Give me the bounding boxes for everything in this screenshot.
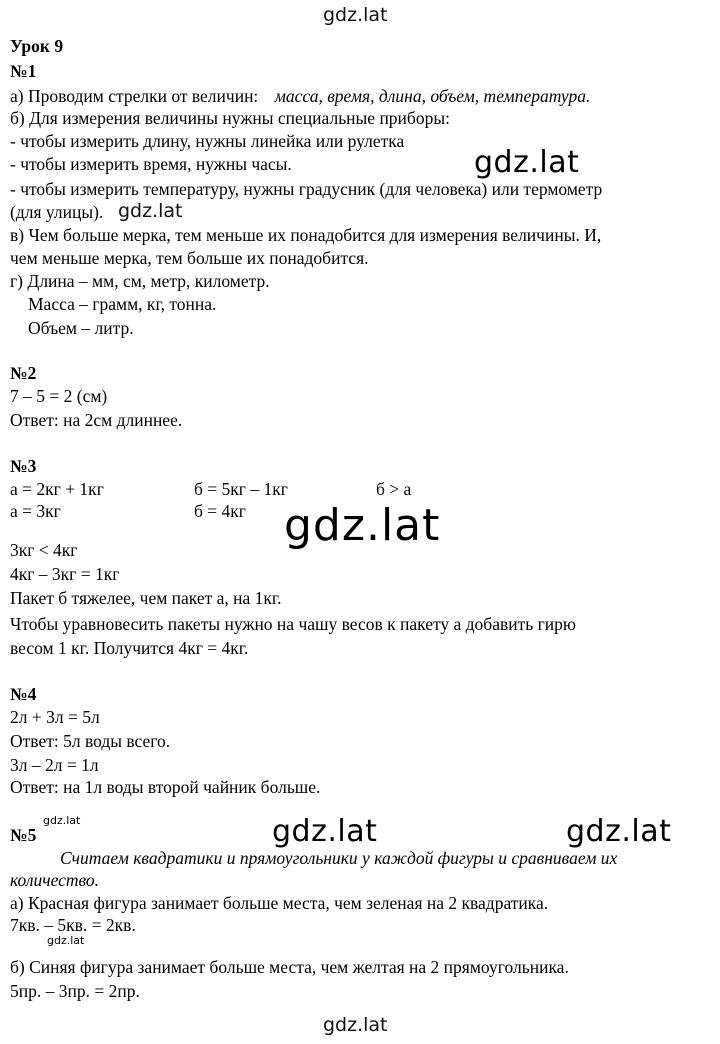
task5-number: №5 bbox=[10, 825, 37, 845]
watermark-inline-1: gdz.lat bbox=[118, 200, 183, 222]
task1-b-temp-2: (для улицы). bbox=[10, 202, 104, 222]
task1-a-items: масса, время, длина, объем, температура. bbox=[274, 86, 591, 106]
task3-line-5: Пакет б тяжелее, чем пакет а, на 1кг. bbox=[10, 588, 282, 608]
task1-g-2: Масса – грамм, кг, тонна. bbox=[28, 294, 217, 314]
task5-a-1: а) Красная фигура занимает больше места, чем зеленая на 2 квадратика. bbox=[10, 893, 549, 913]
task3-a1: а = 2кг + 1кг bbox=[10, 479, 104, 499]
lesson-title: Урок 9 bbox=[10, 36, 64, 56]
task4-line-4: Ответ: на 1л воды второй чайник больше. bbox=[10, 777, 321, 797]
task3-line-4: 4кг – 3кг = 1кг bbox=[10, 564, 120, 584]
task4-number: №4 bbox=[10, 684, 37, 704]
task3-c1: б > а bbox=[376, 479, 412, 499]
task4-line-3: 3л – 2л = 1л bbox=[10, 755, 99, 775]
task5-intro-2: количество. bbox=[10, 870, 99, 890]
task3-line-3: 3кг < 4кг bbox=[10, 540, 78, 560]
task1-v-2: чем меньше мерка, тем больше их понадобится. bbox=[10, 248, 369, 268]
task1-a-line bbox=[10, 85, 590, 107]
watermark-mid-1: gdz.lat bbox=[474, 145, 580, 180]
task4-line-1: 2л + 3л = 5л bbox=[10, 707, 100, 727]
task5-a-2: 7кв. – 5кв. = 2кв. bbox=[10, 915, 136, 935]
task2-line-1: 7 – 5 = 2 (см) bbox=[10, 386, 108, 406]
task1-b-length: - чтобы измерить длину, нужны линейка или рулетка bbox=[10, 131, 405, 151]
task1-a-prefix: а) Проводим стрелки от величин: bbox=[10, 86, 259, 106]
watermark-bottom: gdz.lat bbox=[323, 1014, 388, 1036]
task1-g-3: Объем – литр. bbox=[28, 318, 134, 338]
task1-b-intro: б) Для измерения величины нужны специальные приборы: bbox=[10, 108, 450, 128]
task5-b-1: б) Синяя фигура занимает больше места, чем желтая на 2 прямоугольника. bbox=[10, 957, 569, 977]
task3-line-7: весом 1 кг. Получится 4кг = 4кг. bbox=[10, 638, 249, 658]
watermark-center: gdz.lat bbox=[284, 500, 441, 551]
watermark-superscript: gdz.lat bbox=[43, 814, 81, 827]
task1-v-1: в) Чем больше мерка, тем меньше их понадобится для измерения величины. И, bbox=[10, 225, 602, 245]
task3-b2: б = 4кг bbox=[194, 501, 246, 521]
task1-g-1: г) Длина – мм, см, метр, километр. bbox=[10, 271, 270, 291]
task5-intro-1: Считаем квадратики и прямоугольники у каждой фигуры и сравниваем их bbox=[60, 848, 618, 868]
task1-b-temp-1: - чтобы измерить температуру, нужны градусник (для человека) или термометр bbox=[10, 179, 603, 199]
task1-number: №1 bbox=[10, 61, 37, 81]
task1-b-time: - чтобы измерить время, нужны часы. bbox=[10, 154, 292, 174]
watermark-small-inline: gdz.lat bbox=[47, 934, 85, 947]
task3-a2: а = 3кг bbox=[10, 501, 61, 521]
watermark-task5-left: gdz.lat bbox=[272, 814, 378, 849]
task3-b1: б = 5кг – 1кг bbox=[194, 479, 288, 499]
watermark-task5-right: gdz.lat bbox=[566, 814, 672, 849]
watermark-top: gdz.lat bbox=[323, 4, 388, 26]
task5-b-2: 5пр. – 3пр. = 2пр. bbox=[10, 981, 140, 1001]
task3-line-6: Чтобы уравновесить пакеты нужно на чашу весов к пакету а добавить гирю bbox=[10, 614, 576, 634]
task2-answer: Ответ: на 2см длиннее. bbox=[10, 410, 183, 430]
task4-line-2: Ответ: 5л воды всего. bbox=[10, 731, 171, 751]
task2-number: №2 bbox=[10, 363, 37, 383]
task3-number: №3 bbox=[10, 456, 37, 476]
